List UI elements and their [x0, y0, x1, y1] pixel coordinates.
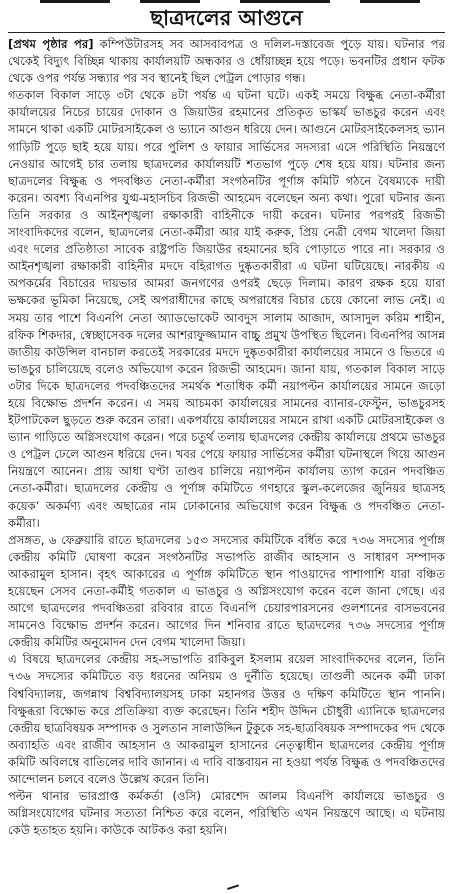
headline: ছাত্রদলের আগুনে: [150, 5, 303, 30]
paragraph: প্রসঙ্গত, ৬ ফেব্রুয়ারি রাতে ছাত্রদলের ১৫৩ সদস্যের কমিটিকে বর্ধিত করে ৭৩৬ সদস্যের পূর্ণাঙ্গ কেন্দ্রীয় কমিটি ঘোষণা করেন সংগঠনটির সভাপতি রাজীব আহসান ও সাধারণ সম্পাদক আকরামুল হাসান। বৃহৎ আকারের এ পূর্ণাঙ্গ কমিটিতে স্থান পাওয়াদের পাশাপাশি যারা বঞ্চিত হয়েছেন সেসব নেতা-কর্মীই গতকাল এ ভাঙচুর ও অগ্নিসংযোগ করেন বলে জানা গেছে। এর আগে ছাত্রদলের পদবঞ্চিতরা রবিবার রাতে বিএনপি চেয়ারপারসনের গুলশানের বাসভবনের সামনেও বিক্ষোভ প্রদর্শন করেন। আগের দিন শনিবার রাতে ছাত্রদলের ৭৩৬ সদস্যের পূর্ণাঙ্গ কেন্দ্রীয় কমিটির অনুমোদন দেন বেগম খালেদা জিয়া।: [8, 532, 445, 650]
paragraph: [8, 36, 445, 87]
continued-from-label: [প্রথম পৃষ্ঠার পর]: [8, 37, 94, 51]
headline-rule: [8, 32, 445, 33]
paragraph: এ বিষয়ে ছাত্রদলের কেন্দ্রীয় সহ-সভাপতি রাকিবুল ইসলাম রয়েল সাংবাদিকদের বলেন, তিনি ৭৩৬ সদস্যের কমিটিতে বড় ধরনের অনিয়ম ও দুর্নীতি হয়েছে। তাগুলী অনেক কর্মী ঢাকা বিশ্ববিদ্যালয়, জগন্নাথ বিশ্ববিদ্যালয়সহ ঢাকা মহানগর উত্তর ও দক্ষিণ কমিটিতে স্থান পাননি। বিক্ষুব্ধরা বিক্ষোভ করে প্রতিক্রিয়া ব্যক্ত করেছেন। তিনি শহীদ উদ্দিন চৌধুরী এ্যানিকে ছাত্রদলের কেন্দ্রীয় ছাত্রবিষয়ক সম্পাদক ও সুলতান সালাউদ্দিন টুকুকে সহ-ছাত্রবিষয়ক সম্পাদকের পদ থেকে অব্যাহতি এবং রাজীব আহসান ও আকরামুল হাসানের নেতৃত্বাধীন ছাত্রদলের কেন্দ্রীয় পূর্ণাঙ্গ কমিটি অবিলম্বে বাতিলের দাবি জানান। এ দাবি বাস্তবায়ন না হওয়া পর্যন্ত বিক্ষুব্ধ ও পদবঞ্চিতদের আন্দোলন চলবে বলেও উল্লেখ করেন তিনি।: [8, 652, 445, 787]
article-body: [8, 36, 445, 888]
paragraph: পল্টন থানার ভারপ্রাপ্ত কর্মকর্তা (ওসি) মোরশেদ আলম বিএনপি কার্যালয়ে ভাঙচুর ও অগ্নিসংযোগের ঘটনার সত্যতা নিশ্চিত করে বলেন, পরিস্থিতি এখন নিয়ন্ত্রণে আছে। এ ঘটনায় কেউ হতাহত হয়নি। কাউকে আটকও করা হয়নি।: [8, 789, 445, 838]
paragraph: গতকাল বিকাল সাড়ে ৩টা থেকে ৪টা পর্যন্ত এ ঘটনা ঘটে। একই সময়ে বিক্ষুব্ধ নেতা-কর্মীরা কার্যালয়ের নিচের চায়ের দোকান ও জিয়াউর রহমানের প্রতিকৃত ভাস্কর্য ভাঙচুর করেন এবং সামনে থাকা একটি মোটরসাইকেল ও ভ্যানে আগুন ধরিয়ে দেন। আগুনে মোটরসাইকেলসহ ভ্যান গাড়িটি পুড়ে ছাই হয়ে যায়। পরে পুলিশ ও ফায়ার সার্ভিসের সদস্যরা এসে পরিস্থিতি নিয়ন্ত্রণে নেওয়ার আগেই চার তলায় ছাত্রদলের কার্যালয়টি শতভাগ পুড়ে শেষ হয়ে যায়। ঘটনার জন্য ছাত্রদলের বিক্ষুব্ধ ও পদবঞ্চিত নেতা-কর্মীরা সংগঠনটির পূর্ণাঙ্গ কমিটি গঠনে বৈষম্যকে দায়ী করেন। অবশ্য বিএনপির যুগ্ম-মহাসচিব রিজভী আহমেদ বলেছেন অন্য কথা। পুরো ঘটনার জন্য তিনি সরকার ও আইনশৃঙ্খলা রক্ষাকারী বাহিনীকে দায়ী করেন। ঘটনার পরপরই রিজভী সাংবাদিকদের বলেন, ছাত্রদলের নেতা-কর্মীরা আর যাই করুক, প্রিয় নেত্রী বেগম খালেদা জিয়া এবং দলের প্রতিষ্ঠাতা সাবেক রাষ্ট্রপতি জিয়াউর রহমানের ছবি পোড়াতে পারে না। সরকার ও আইনশৃঙ্খলা রক্ষাকারী বাহিনীর মদদে বহিরাগত দুষ্কৃতকারীরা এ ঘটনা ঘটিয়েছে। নারকীয় এ অপকর্মের বিচারের দায়ভার আমরা জনগণের ওপরই ছেড়ে দিলাম। কারণ রক্ষক হয়ে যারা ভক্ষকের ভূমিকা নিয়েছে, সেই অপরাধীদের কাছে অপরাধের বিচার চেয়ে কোনো লাভ নেই। এ সময় তার পাশে বিএনপি নেতা অ্যাডভোকেট আবদুস সালাম আজাদ, আসাদুল করিম শাহীন, রফিক শিকদার, স্বেচ্ছাসেবক দলের আশরাফুজ্জামান বাচ্চু প্রমুখ উপস্থিত ছিলেন। বিএনপির আসন্ন জাতীয় কাউন্সিল বানচাল করতেই সরকারের মদদে দুষ্কৃতকারীরা কার্যালয়ের সামনে ও ভিতরে এ ভাঙচুর চালিয়েছে বলেও অভিযোগ করেন রিজভী আহমেদ। জানা যায়, গতকাল বিকাল সাড়ে ৩টার দিকে ছাত্রদলের পদবঞ্চিতদের সমর্থক শতাধিক কর্মী নয়াপল্টন কার্যালয়ের সামনে জড়ো হয়ে বিক্ষোভ প্রদর্শন করেন। এ সময় আচমকা কার্যালয়ের সামনের ব্যানার-ফেস্টুন, ভাঙচুরসহ ইটপাটকেল ছুড়তে শুরু করেন তারা। একপর্যায়ে কার্যালয়ের সামনে রাখা একটি মোটরসাইকেল ও ভ্যান গাড়িতে অগ্নিসংযোগ করেন। পরে চতুর্থ তলায় ছাত্রদলের কেন্দ্রীয় কার্যালয়ে প্রথমে ভাঙচুর ও পেট্রল ঢেলে আগুন ধরিয়ে দেন। খবর পেয়ে ফায়ার সার্ভিসের কর্মীরা ঘটনাস্থলে গিয়ে আগুন নিয়ন্ত্রণে আনেন। প্রায় আধা ঘণ্টা তাণ্ডব চালিয়ে নয়াপল্টন কার্যালয় ত্যাগ করেন পদবঞ্চিত নেতা-কর্মীরা। ছাত্রদলের কেন্দ্রীয় ও পূর্ণাঙ্গ কমিটিতে গণহারে স্কুল-কলেজের জুনিয়র ছাত্রসহ কয়েক’ অকর্মণ্য এবং অছাত্রের নাম ঢোকানোর অভিযোগ করেন বিক্ষুব্ধ ও পদবঞ্চিত নেতা-কর্মীরা।: [8, 88, 445, 530]
paragraph-text: কম্পিউটারসহ সব আসবাবপত্র ও দলিল-দস্তাবেজ পুড়ে যায়। ঘটনার পর থেকেই বিদ্যুৎ বিচ্ছিন্ন থাকায় কার্যালয়টি অন্ধকার ও ধোঁয়াচ্ছন্ন হয়ে পড়ে। ভবনটির প্রধান ফটক থেকে ওপর পর্যন্ত সন্ধ্যার পর সব স্থানেই ছিল পেট্রল পোড়ার গন্ধ।: [8, 37, 445, 86]
